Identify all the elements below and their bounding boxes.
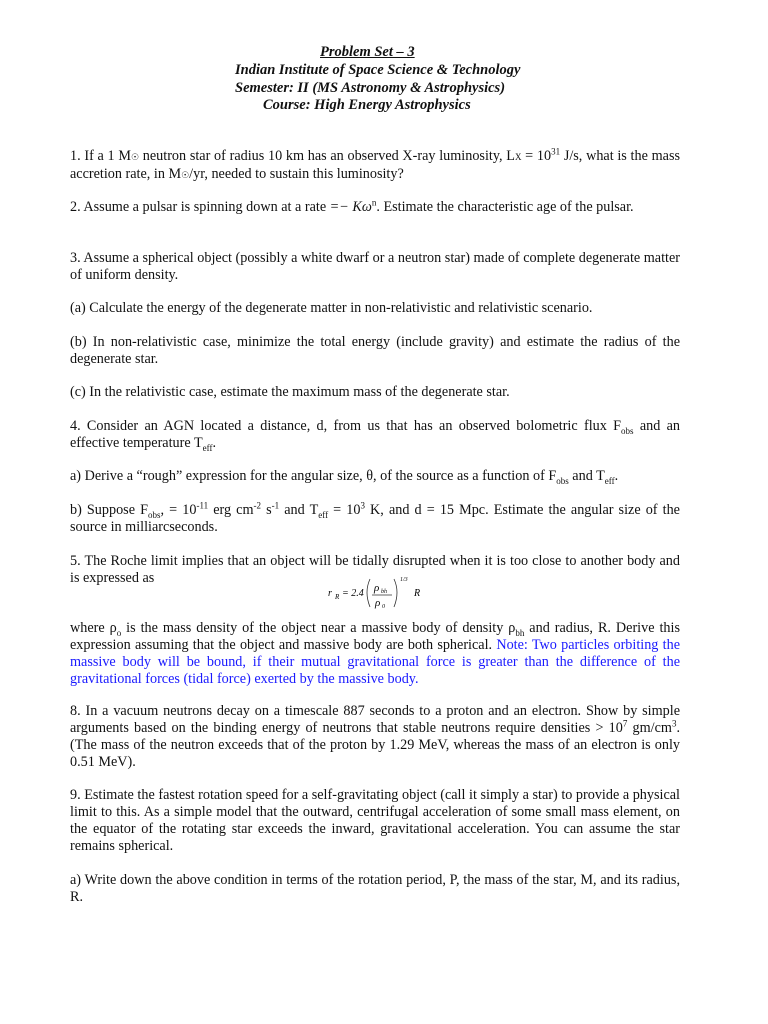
solar-symbol-icon: ☉ <box>181 170 190 180</box>
question-3: 3. Assume a spherical object (possibly a white dwarf or a neutron star) made of complete degenerate matter of uniform density. <box>70 250 680 283</box>
course-line: Course: High Energy Astrophysics <box>263 97 471 113</box>
question-4: 4. Consider an AGN located a distance, d, from us that has an observed bolometric flux $F_{obs}$ and an effective temperature $T_{eff}$. <box>70 418 680 453</box>
svg-text:bh: bh <box>381 589 387 595</box>
question-3c: (c) In the relativistic case, estimate the maximum mass of the degenerate star. <box>70 384 510 400</box>
question-8: 8. In a vacuum neutrons decay on a timescale 887 seconds to a proton and an electron. Show by simple arguments based on the binding energy of neutrons that stable neutrons require densities > $10^7$ $gm/cm^3$. (The mass of the neutron exceeds that of the proton by 1.29 MeV, whereas the mass of an electron is only 0.51 MeV). <box>70 703 680 770</box>
question-3b: (b) In non-relativistic case, minimize the total energy (include gravity) and estimate the radius of the degenerate star. <box>70 334 680 367</box>
svg-text:R: R <box>414 588 421 599</box>
question-5: 5. The Roche limit implies that an object will be tidally disrupted when it is too close to another body and is expressed as <box>70 553 680 586</box>
question-1: 1. If a 1 M☉ neutron star of radius 10 km has an observed X-ray luminosity, LX = $10^{31}$ J/s, what is the mass accretion rate, in M☉/yr, needed to sustain this luminosity? <box>70 146 680 182</box>
question-4a: a) Derive a “rough” expression for the angular size, θ, of the source as a function of $F_{obs}$ and $T_{eff}$. <box>70 468 619 486</box>
svg-text:R: R <box>335 593 340 601</box>
page-title: Problem Set – 3 <box>320 44 415 60</box>
formula-lhs: r <box>328 588 332 599</box>
svg-text:ρ: ρ <box>374 582 380 594</box>
question-5-body: where $\rho_o$ is the mass density of the object near a massive body of density $\rho_{bh}$ and radius, R. Derive this expression assuming that the object and massive body are both spherical. Note: Two particles orbiting the massive body will be bound, if their mutual gravitational force is greater than the difference of the gravitational forces (tidal force) exerted by the massive body. <box>70 620 680 687</box>
svg-text:1/3: 1/3 <box>400 577 408 583</box>
svg-text:0: 0 <box>382 604 385 610</box>
question-4b: b) Suppose $F_{obs}$, = $10^{-11}$ erg $cm^{-2}$ $s^{-1}$ and $T_{eff} = 10^3$ K, and d = 15 Mpc. Estimate the angular size of the source in milliarcseconds. <box>70 500 680 535</box>
question-9a: a) Write down the above condition in terms of the rotation period, P, the mass of the star, M, and its radius, R. <box>70 872 680 905</box>
institute-line: Indian Institute of Space Science & Technology <box>235 62 521 78</box>
solar-symbol-icon: ☉ <box>130 152 140 162</box>
svg-text:ρ: ρ <box>375 597 381 609</box>
semester-line: Semester: II (MS Astronomy & Astrophysics) <box>235 80 506 96</box>
note-text: Note: Two particles orbiting the massive body will be bound, if their mutual gravitational force is greater than the difference of the gravitational forces (tidal force) exerted by the massive body. <box>70 637 680 687</box>
roche-formula <box>326 574 436 614</box>
question-3a: (a) Calculate the energy of the degenerate matter in non-relativistic and relativistic scenario. <box>70 300 593 316</box>
question-2: 2. Assume a pulsar is spinning down at a rate =− $K\omega^n$. Estimate the characteristic age of the pulsar. <box>70 197 634 215</box>
svg-text:= 2.4: = 2.4 <box>342 588 364 599</box>
question-9: 9. Estimate the fastest rotation speed for a self-gravitating object (call it simply a star) to provide a physical limit to this. As a simple model that the outward, centrifugal acceleration of some small mass element, on the equator of the rotating star exceeds the inward, gravitational acceleration. You can assume the star remains spherical. <box>70 787 680 854</box>
